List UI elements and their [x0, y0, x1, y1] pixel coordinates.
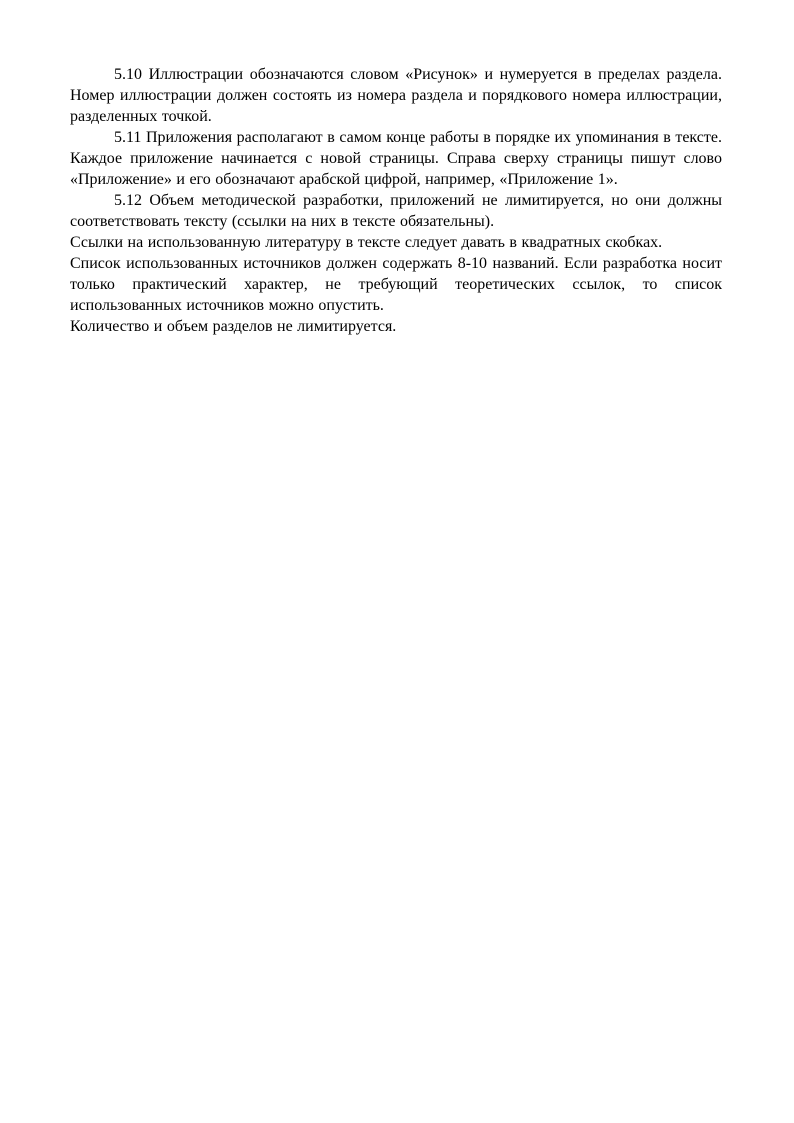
- paragraph-references-note: Ссылки на использованную литературу в тексте следует давать в квадратных скобках.: [70, 234, 663, 251]
- paragraph-5-11: 5.11 Приложения располагают в самом конце работы в порядке их упоминания в тексте. Каждое приложение начинается с новой страницы. Справа сверху страницы пишут слово «Приложение» и его обозначают арабской цифрой, например, «Приложение 1».: [70, 129, 722, 188]
- document-text-block: [70, 64, 722, 337]
- paragraph-5-12: 5.12 Объем методической разработки, приложений не лимитируется, но они должны соответствовать тексту (ссылки на них в тексте обязательны).: [70, 192, 722, 230]
- paragraph-sections-count: Количество и объем разделов не лимитируется.: [70, 318, 397, 335]
- paragraph-sources-list: Список использованных источников должен содержать 8-10 названий. Если разработка носит только практический характер, не требующий теоретических ссылок, то список использованных источников можно опустить.: [70, 255, 722, 314]
- paragraph-5-10: 5.10 Иллюстрации обозначаются словом «Рисунок» и нумеруется в пределах раздела. Номер иллюстрации должен состоять из номера раздела и порядкового номера иллюстрации, разделенных точкой.: [70, 66, 722, 125]
